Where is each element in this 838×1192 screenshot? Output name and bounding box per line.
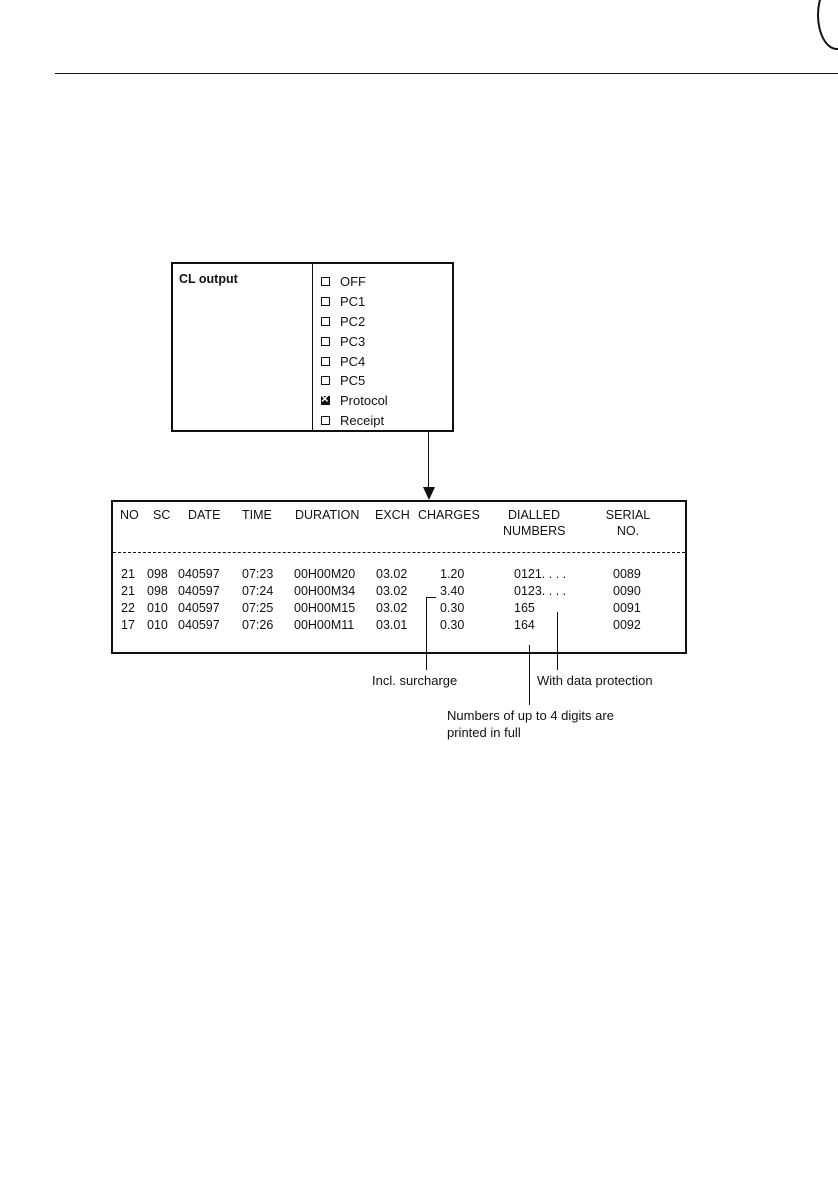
cell-duration: 00H00M20	[294, 567, 356, 581]
option-pc3[interactable]	[321, 331, 388, 351]
data-protection-pointer	[557, 612, 558, 670]
cell-date: 040597	[178, 567, 220, 581]
option-label: OFF	[340, 274, 366, 290]
cell-sc: 098	[147, 584, 168, 598]
table-row	[113, 601, 685, 618]
cell-serial: 0090	[613, 584, 641, 598]
cl-output-panel	[171, 262, 454, 432]
cell-time: 07:24	[242, 584, 274, 598]
header-serial-line2: NO.	[616, 524, 640, 538]
header-dialled-line1: DIALLED	[507, 508, 561, 522]
cell-charges: 3.40	[440, 584, 465, 598]
cell-no: 22	[121, 601, 135, 615]
surcharge-pointer-vertical	[426, 597, 427, 670]
option-protocol[interactable]	[321, 391, 388, 411]
cell-time: 07:25	[242, 601, 274, 615]
checkbox-icon[interactable]	[321, 376, 330, 385]
option-label: PC2	[340, 313, 366, 329]
option-off[interactable]	[321, 272, 388, 292]
dashed-separator	[113, 552, 685, 553]
header-time: TIME	[242, 508, 272, 522]
option-label: Receipt	[340, 412, 385, 428]
cell-charges: 0.30	[440, 618, 465, 632]
option-label: PC4	[340, 353, 366, 369]
cell-exch: 03.02	[376, 584, 408, 598]
cell-exch: 03.02	[376, 567, 408, 581]
cell-sc: 098	[147, 567, 168, 581]
header-duration: DURATION	[295, 508, 360, 522]
cell-sc: 010	[147, 618, 168, 632]
header-date: DATE	[188, 508, 221, 522]
table-row	[113, 584, 685, 601]
option-label: PC3	[340, 333, 366, 349]
checkbox-icon[interactable]	[321, 357, 330, 366]
option-pc4[interactable]	[321, 351, 388, 371]
surcharge-note: Incl. surcharge	[372, 673, 458, 688]
surcharge-pointer-horizontal	[426, 597, 436, 598]
full-digits-line2: printed in full	[447, 725, 521, 740]
full-digits-pointer	[529, 645, 530, 705]
checked-checkbox-icon[interactable]	[321, 396, 330, 405]
cell-serial: 0089	[613, 567, 641, 581]
cl-output-options	[321, 272, 388, 430]
table-row	[113, 618, 685, 635]
cell-time: 07:23	[242, 567, 274, 581]
cell-serial: 0092	[613, 618, 641, 632]
table-row	[113, 567, 685, 584]
cell-duration: 00H00M15	[294, 601, 356, 615]
option-pc2[interactable]	[321, 312, 388, 332]
cell-no: 17	[121, 618, 135, 632]
header-dialled-numbers	[503, 507, 565, 539]
cell-dialled: 0123. . . .	[514, 584, 567, 598]
cell-dialled: 164	[514, 618, 535, 632]
header-sc: SC	[153, 508, 171, 522]
cell-date: 040597	[178, 584, 220, 598]
checkbox-icon[interactable]	[321, 416, 330, 425]
checkbox-icon[interactable]	[321, 297, 330, 306]
full-digits-line1: Numbers of up to 4 digits are	[447, 708, 614, 723]
cell-no: 21	[121, 584, 135, 598]
header-dialled-line2: NUMBERS	[503, 524, 566, 538]
cell-duration: 00H00M11	[294, 618, 355, 632]
cell-duration: 00H00M34	[294, 584, 356, 598]
arrow-down-icon	[423, 487, 435, 500]
page-corner-circle	[817, 0, 838, 50]
option-pc5[interactable]	[321, 371, 388, 391]
header-serial-no	[605, 507, 651, 539]
cell-serial: 0091	[613, 601, 641, 615]
cell-time: 07:26	[242, 618, 274, 632]
cl-output-title: CL output	[179, 272, 238, 286]
option-pc1[interactable]	[321, 292, 388, 312]
checkbox-icon[interactable]	[321, 277, 330, 286]
cell-date: 040597	[178, 618, 220, 632]
cell-charges: 0.30	[440, 601, 465, 615]
checkbox-icon[interactable]	[321, 317, 330, 326]
header-no: NO	[120, 508, 139, 522]
cell-charges: 1.20	[440, 567, 465, 581]
header-rule	[55, 73, 838, 74]
cell-dialled: 0121. . . .	[514, 567, 567, 581]
header-charges: CHARGES	[418, 508, 480, 522]
header-serial-line1: SERIAL	[605, 508, 651, 522]
call-log-printout	[111, 500, 687, 654]
cell-dialled: 165	[514, 601, 535, 615]
option-label: PC5	[340, 373, 366, 389]
cell-exch: 03.02	[376, 601, 408, 615]
connector-line	[428, 432, 429, 488]
full-digits-note	[447, 707, 614, 741]
panel-divider	[312, 264, 313, 430]
cell-no: 21	[121, 567, 135, 581]
checkbox-icon[interactable]	[321, 337, 330, 346]
cell-exch: 03.01	[376, 618, 408, 632]
cell-date: 040597	[178, 601, 220, 615]
option-label: Protocol	[340, 393, 388, 409]
option-receipt[interactable]	[321, 411, 388, 431]
header-exch: EXCH	[375, 508, 410, 522]
cell-sc: 010	[147, 601, 168, 615]
data-protection-note: With data protection	[537, 673, 653, 688]
option-label: PC1	[340, 294, 366, 310]
